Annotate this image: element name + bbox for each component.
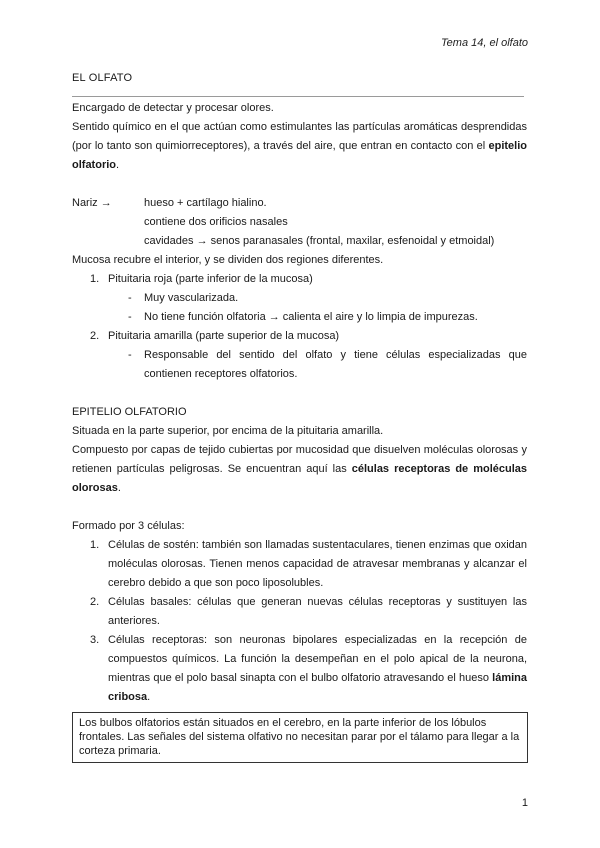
epitelio-bold-term: epitelio olfatorio: [72, 140, 527, 171]
bullet-item: [72, 308, 527, 327]
nariz-line: cavidades → senos paranasales (frontal, maxilar, esfenoidal y etmoidal): [144, 235, 495, 247]
note-text: Los bulbos olfatorios están situados en el cerebro, en la parte inferior de los lóbulos frontales. Las señales del sistema olfativo no necesitan parar por el tálamo para llegar a la corteza primaria.: [79, 717, 520, 757]
formado-paragraph: Formado por 3 células:: [72, 520, 185, 532]
sentido-text: Sentido químico en el que actúan como estimulantes las partículas aromáticas desprendidas (por lo tanto son quimiorreceptores), a través del aire, que entran en contacto con el: [72, 121, 527, 152]
cell-text: Células receptoras: son neuronas bipolares especializadas en la recepción de compuestos químicos. La función la desempeñan en el polo apical de la neurona, mientras que el polo basal sinapta con el bulbo olfatorio atravesando el hueso: [108, 634, 527, 684]
region-text: Pituitaria amarilla (parte superior de la mucosa): [108, 330, 340, 342]
cell-item-1: [72, 536, 527, 593]
note-box: [72, 712, 528, 763]
bullet-item: [72, 289, 527, 308]
nariz-row-1: [72, 194, 527, 213]
dash-marker: -: [128, 349, 132, 361]
cell-text: Células de sostén: también son llamadas sustentaculares, tienen enzimas que oxidan moléculas olorosas. Tienen menos capacidad de atravesar membranas y alcanzar el cerebro debido a que son poco liposolubles.: [108, 539, 527, 589]
lamina-bold-term: lámina cribosa: [108, 672, 527, 703]
nariz-line: contiene dos orificios nasales: [144, 216, 288, 228]
nariz-row-3: [72, 232, 527, 251]
bullet-text: Muy vascularizada.: [144, 292, 239, 304]
bullet-text: No tiene función olfatoria → calienta el aire y lo limpia de impurezas.: [144, 311, 478, 323]
section-title-epitelio: EPITELIO OLFATORIO: [72, 406, 187, 418]
cell-item-2: [72, 593, 527, 631]
dash-marker: -: [128, 311, 132, 323]
list-number: 2.: [90, 596, 100, 608]
dash-marker: -: [128, 292, 132, 304]
cell-item-3: [72, 631, 527, 707]
mucosa-paragraph: Mucosa recubre el interior, y se dividen dos regiones diferentes.: [72, 254, 384, 266]
title-underline: [72, 96, 524, 97]
compuesto-paragraph: [72, 441, 527, 498]
sentido-end: .: [116, 159, 120, 171]
bullet-item: [72, 346, 527, 384]
cell-text-end: .: [147, 691, 151, 703]
spacer: [72, 384, 527, 403]
list-number: 3.: [90, 634, 100, 646]
intro-paragraph: Encargado de detectar y procesar olores.: [72, 102, 274, 114]
situada-paragraph: Situada en la parte superior, por encima de la pituitaria amarilla.: [72, 425, 384, 437]
nariz-row-2: [72, 213, 527, 232]
compuesto-end: .: [117, 482, 121, 494]
region-item-1: [72, 270, 527, 289]
cell-text: Células basales: células que generan nuevas células receptoras y sustituyen las anteriores.: [108, 596, 527, 627]
section-title-olfato: EL OLFATO: [72, 72, 133, 84]
spacer: [72, 175, 527, 194]
bullet-text: Responsable del sentido del olfato y tiene células especializadas que contienen receptores olfatorios.: [144, 349, 527, 380]
region-item-2: [72, 327, 527, 346]
spacer: [72, 498, 527, 517]
celulas-bold-term: células receptoras de moléculas olorosas: [72, 463, 527, 494]
region-text: Pituitaria roja (parte inferior de la mucosa): [108, 273, 313, 285]
nariz-label: Nariz →: [72, 197, 112, 209]
sentido-paragraph: [72, 118, 527, 175]
compuesto-text: Compuesto por capas de tejido cubiertas por mucosidad que disuelven moléculas olorosas y retienen partículas peligrosas. Se encuentran aquí las: [72, 444, 527, 475]
nariz-line: hueso + cartílago hialino.: [144, 197, 267, 209]
main-content: [72, 99, 527, 707]
list-number: 2.: [90, 330, 100, 342]
page-number: 1: [521, 797, 528, 809]
list-number: 1.: [90, 273, 100, 285]
running-header: Tema 14, el olfato: [440, 37, 528, 49]
list-number: 1.: [90, 539, 100, 551]
